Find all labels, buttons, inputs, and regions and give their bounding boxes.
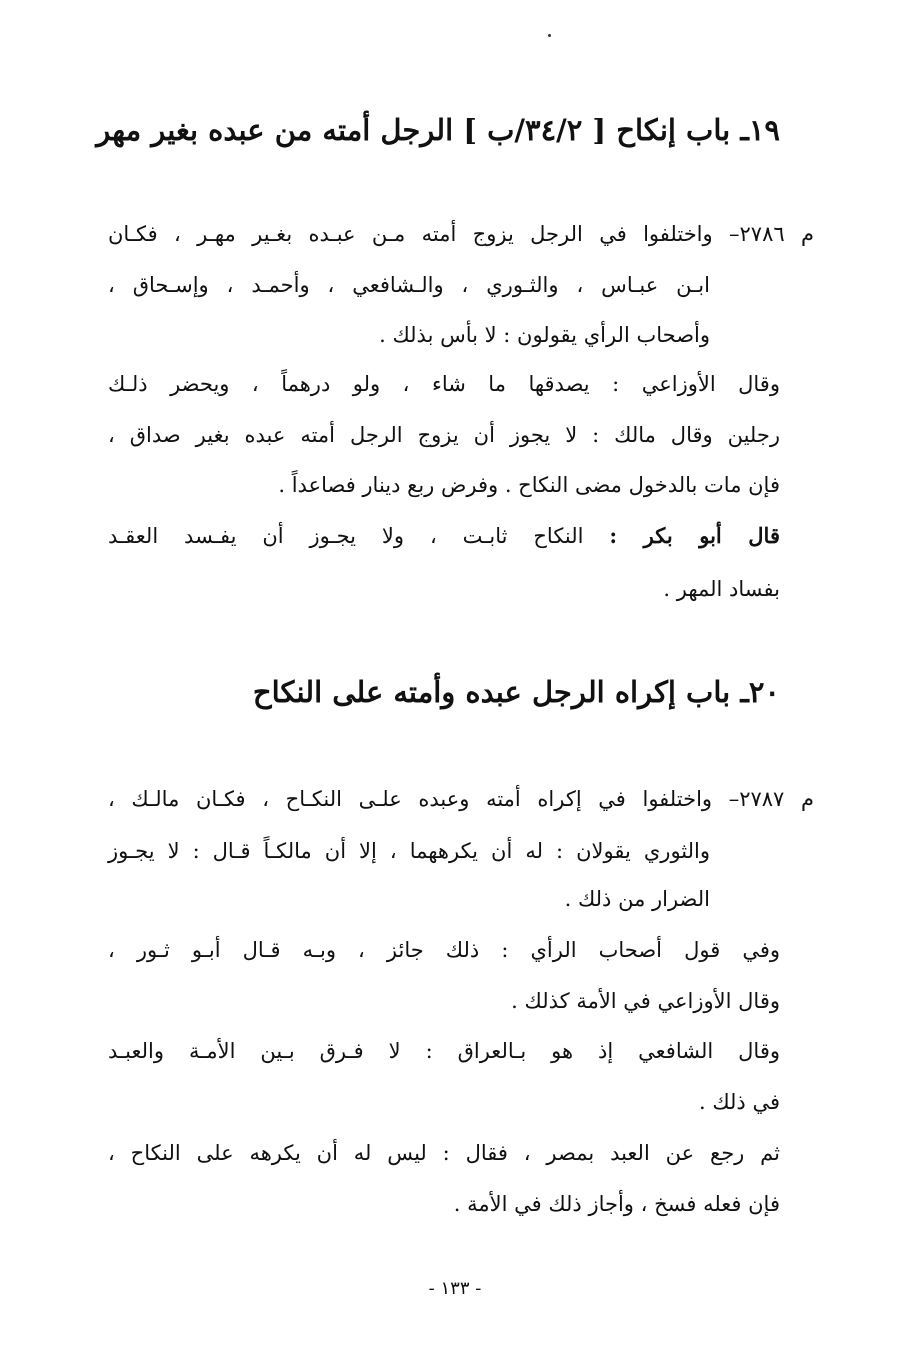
entry-2786-line-6: فإن مات بالدخول مضى النكاح . وفرض ربع دينار فصاعداً . bbox=[278, 473, 780, 497]
entry-2786-line-4: وقال الأوزاعي : يصدقها ما شاء ، ولو درهماً ، ويحضر ذلـك bbox=[108, 372, 780, 396]
abu-bakr-label: قال أبو بكر : bbox=[609, 523, 780, 548]
entry-2787-line-6: وقال الشافعي إذ هو بـالعراق : لا فـرق بـين الأمـة والعبـد bbox=[108, 1039, 780, 1063]
entry-2786-line-1: م ٢٧٨٦– واختلفوا في الرجل يزوج أمته مـن عبـده بغـير مهـر ، فكـان bbox=[108, 222, 814, 246]
entry-2786-line-2: ابـن عبـاس ، والثـوري ، والـشافعي ، وأحمـد ، وإسـحاق ، bbox=[108, 273, 710, 297]
entry-2786-line-5: رجلين وقال مالك : لا يجوز أن يزوج الرجل أمته عبده بغير صداق ، bbox=[108, 423, 780, 447]
entry-2787-line-7: في ذلك . bbox=[698, 1090, 780, 1114]
entry-2787-line-4: وفي قول أصحاب الرأي : ذلك جائز ، وبـه قـال أبـو ثـور ، bbox=[108, 938, 780, 962]
page-number: - ١٣٣ - bbox=[428, 1278, 482, 1299]
abu-bakr-statement: النكاح ثابـت ، ولا يجـوز أن يفـسد العقـد bbox=[108, 524, 610, 548]
entry-2787-line-5: وقال الأوزاعي في الأمة كذلك . bbox=[511, 989, 780, 1013]
entry-2787-line-8: ثم رجع عن العبد بمصر ، فقال : ليس له أن يكرهه على النكاح ، bbox=[108, 1141, 780, 1165]
entry-2786-line-3: وأصحاب الرأي يقولون : لا بأس بذلك . bbox=[379, 323, 710, 347]
page-speck bbox=[548, 34, 551, 37]
entry-2787-line-9: فإن فعله فسخ ، وأجاز ذلك في الأمة . bbox=[453, 1192, 780, 1216]
section-20-heading: ٢٠ـ باب إكراه الرجل عبده وأمته على النكاح bbox=[252, 675, 780, 709]
entry-2786-line-7 bbox=[108, 521, 780, 551]
entry-2787-line-3: الضرار من ذلك . bbox=[564, 887, 710, 911]
section-19-heading: ١٩ـ باب إنكاح [ ٣٤/٢/ب ] الرجل أمته من عبده بغير مهر bbox=[96, 113, 780, 147]
entry-2787-line-1: م ٢٧٨٧– واختلفوا في إكراه أمته وعبده علـى النكـاح ، فكـان مالـك ، bbox=[108, 787, 814, 811]
entry-2787-line-2: والثوري يقولان : له أن يكرههما ، إلا أن مالكـاً قـال : لا يجـوز bbox=[108, 839, 711, 863]
entry-2786-line-8: بفساد المهر . bbox=[663, 577, 780, 601]
